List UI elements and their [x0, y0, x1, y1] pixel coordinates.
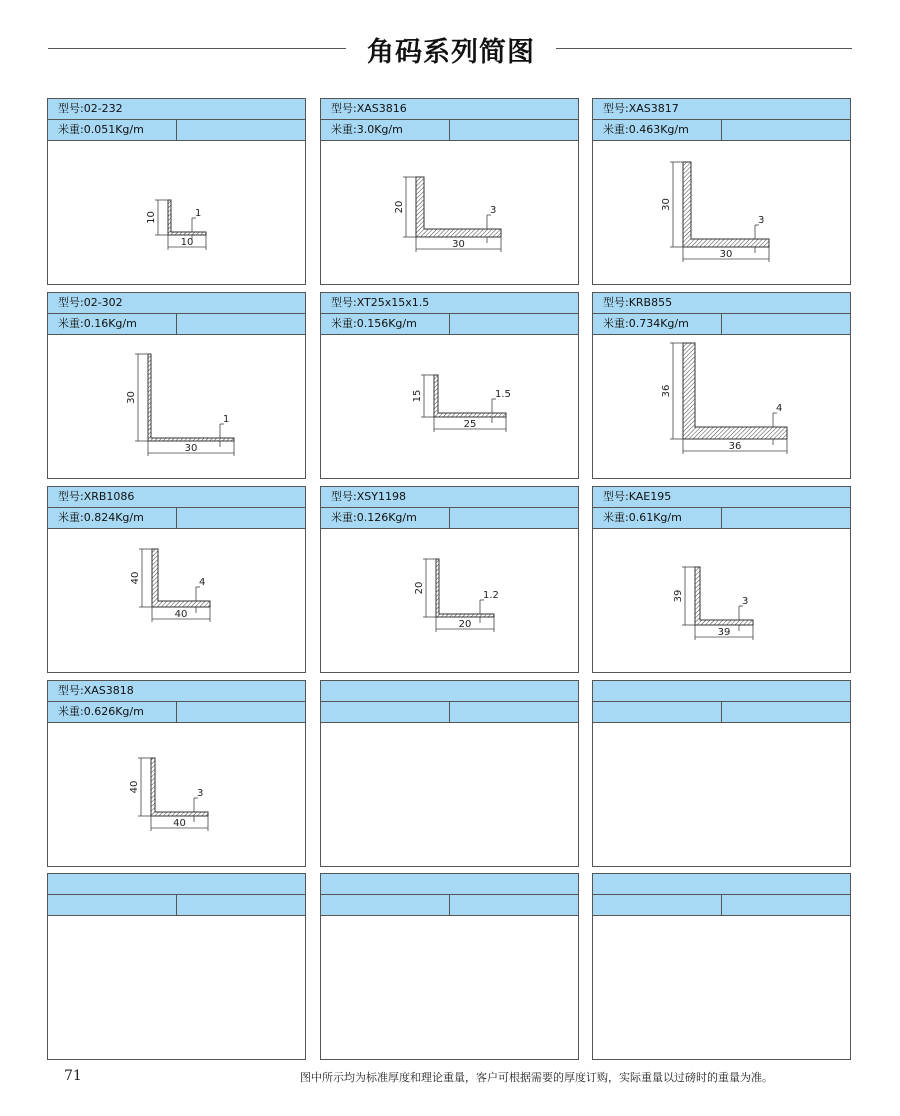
weight-label: 米重:0.16Kg/m: [58, 317, 137, 330]
weight-row: [593, 120, 850, 141]
row-divider: [721, 508, 722, 528]
width-dimension-label: 40: [173, 818, 186, 829]
profile-card: [47, 98, 306, 285]
profile-drawing: [48, 141, 305, 284]
profile-drawing: [321, 723, 578, 866]
height-dimension-label: 30: [661, 198, 672, 211]
height-dimension-label: 30: [126, 391, 137, 404]
weight-row: [321, 702, 578, 723]
angle-profile-shape: [416, 177, 501, 237]
angle-profile-svg: [593, 529, 850, 672]
angle-profile-shape: [683, 162, 769, 247]
model-label: 型号:XSY1198: [331, 490, 406, 503]
profile-card: [47, 292, 306, 479]
width-dimension-label: 39: [717, 627, 731, 638]
height-dimension-label: 40: [129, 780, 140, 794]
model-row: [321, 681, 578, 702]
model-row: [593, 487, 850, 508]
title-rule-right: [556, 48, 852, 49]
height-dimension-label: 36: [661, 384, 672, 398]
weight-row: [48, 314, 305, 335]
model-label: 型号:XAS3817: [603, 102, 679, 115]
row-divider: [721, 895, 722, 915]
width-dimension-label: 25: [463, 419, 477, 430]
height-dimension-label: 15: [412, 389, 423, 403]
width-dimension-label: 10: [180, 237, 194, 248]
row-divider: [176, 120, 177, 140]
angle-profile-svg: [48, 141, 305, 284]
angle-profile-svg: [321, 335, 578, 478]
weight-row: [48, 508, 305, 529]
row-divider: [176, 508, 177, 528]
angle-profile-shape: [151, 758, 208, 816]
thickness-dimension-label: 3: [197, 788, 204, 799]
weight-label: 米重:0.051Kg/m: [58, 123, 144, 136]
model-row: [48, 874, 305, 895]
row-divider: [176, 314, 177, 334]
model-row: [48, 487, 305, 508]
angle-profile-svg: [321, 141, 578, 284]
thickness-dimension-label: 3: [490, 205, 497, 216]
profile-drawing: [593, 335, 850, 478]
profile-drawing: [48, 723, 305, 866]
profile-card: [320, 873, 579, 1060]
profile-card: [320, 680, 579, 867]
model-label: 型号:02-232: [58, 102, 123, 115]
weight-row: [321, 120, 578, 141]
angle-profile-svg: [593, 141, 850, 284]
model-label: 型号:KRB855: [603, 296, 673, 309]
angle-profile-svg: [593, 335, 850, 478]
model-row: [593, 99, 850, 120]
profile-card: [320, 486, 579, 673]
angle-profile-svg: [48, 335, 305, 478]
thickness-dimension-label: 1.2: [483, 590, 499, 601]
profile-drawing: [48, 335, 305, 478]
weight-label: 米重:0.61Kg/m: [603, 511, 682, 524]
profile-card: [47, 486, 306, 673]
page-title: 角码系列简图: [367, 37, 535, 68]
profile-drawing: [48, 529, 305, 672]
model-row: [321, 487, 578, 508]
angle-profile-svg: [48, 723, 305, 866]
title-rule-left: [48, 48, 346, 49]
weight-label: 米重:0.463Kg/m: [603, 123, 689, 136]
weight-row: [321, 895, 578, 916]
angle-profile-shape: [148, 354, 234, 441]
width-dimension-label: 20: [458, 619, 472, 630]
profile-drawing: [593, 723, 850, 866]
model-row: [321, 874, 578, 895]
profile-card: [47, 680, 306, 867]
profile-drawing: [321, 916, 578, 1059]
model-row: [593, 293, 850, 314]
model-row: [321, 99, 578, 120]
model-row: [593, 681, 850, 702]
weight-row: [48, 702, 305, 723]
width-dimension-label: 36: [728, 441, 742, 452]
angle-profile-svg: [48, 529, 305, 672]
model-row: [593, 874, 850, 895]
height-dimension-label: 40: [130, 571, 141, 585]
row-divider: [176, 895, 177, 915]
row-divider: [449, 314, 450, 334]
weight-label: 米重:0.626Kg/m: [58, 705, 144, 718]
row-divider: [721, 314, 722, 334]
row-divider: [449, 895, 450, 915]
thickness-dimension-label: 4: [776, 403, 783, 414]
weight-row: [593, 314, 850, 335]
weight-row: [48, 120, 305, 141]
thickness-dimension-label: 3: [742, 596, 749, 607]
thickness-dimension-label: 4: [199, 577, 206, 588]
thickness-dimension-label: 1: [223, 414, 230, 425]
width-dimension-label: 30: [452, 239, 465, 250]
width-dimension-label: 30: [719, 249, 733, 260]
angle-profile-shape: [683, 343, 787, 439]
model-label: 型号:02-302: [58, 296, 123, 309]
row-divider: [449, 702, 450, 722]
profile-card: [592, 292, 851, 479]
thickness-dimension-label: 1: [195, 208, 202, 219]
thickness-dimension-label: 1.5: [495, 389, 511, 400]
footnote: 图中所示均为标准厚度和理论重量，客户可根据需要的厚度订购，实际重量以过磅时的重量为准。: [300, 1071, 773, 1084]
profile-card: [592, 680, 851, 867]
weight-row: [593, 508, 850, 529]
profile-drawing: [321, 529, 578, 672]
weight-row: [321, 314, 578, 335]
row-divider: [721, 120, 722, 140]
height-dimension-label: 20: [394, 200, 405, 214]
height-dimension-label: 20: [414, 581, 425, 595]
row-divider: [721, 702, 722, 722]
height-dimension-label: 39: [673, 589, 684, 603]
profile-card: [320, 98, 579, 285]
model-label: 型号:XAS3818: [58, 684, 134, 697]
row-divider: [449, 508, 450, 528]
model-row: [48, 681, 305, 702]
profile-card: [592, 873, 851, 1060]
model-label: 型号:XAS3816: [331, 102, 407, 115]
model-row: [321, 293, 578, 314]
row-divider: [176, 702, 177, 722]
weight-label: 米重:0.734Kg/m: [603, 317, 689, 330]
row-divider: [449, 120, 450, 140]
weight-row: [593, 702, 850, 723]
angle-profile-shape: [436, 559, 494, 617]
weight-label: 米重:3.0Kg/m: [331, 123, 403, 136]
profile-drawing: [48, 916, 305, 1059]
page-number: 71: [64, 1068, 82, 1084]
weight-label: 米重:0.824Kg/m: [58, 511, 144, 524]
page-header: [0, 28, 900, 68]
model-row: [48, 99, 305, 120]
profile-drawing: [321, 335, 578, 478]
profile-drawing: [321, 141, 578, 284]
profile-card: [320, 292, 579, 479]
width-dimension-label: 40: [174, 609, 188, 620]
weight-label: 米重:0.126Kg/m: [331, 511, 417, 524]
weight-row: [48, 895, 305, 916]
weight-label: 米重:0.156Kg/m: [331, 317, 417, 330]
profile-card: [592, 486, 851, 673]
thickness-dimension-label: 3: [758, 215, 765, 226]
model-label: 型号:XT25x15x1.5: [331, 296, 430, 309]
profile-card: [592, 98, 851, 285]
weight-row: [321, 508, 578, 529]
width-dimension-label: 30: [184, 443, 198, 454]
height-dimension-label: 10: [146, 211, 157, 224]
model-label: 型号:KAE195: [603, 490, 672, 503]
profile-drawing: [593, 916, 850, 1059]
model-row: [48, 293, 305, 314]
profile-drawing: [593, 141, 850, 284]
profile-drawing: [593, 529, 850, 672]
angle-profile-svg: [321, 529, 578, 672]
weight-row: [593, 895, 850, 916]
model-label: 型号:XRB1086: [58, 490, 135, 503]
profile-card: [47, 873, 306, 1060]
